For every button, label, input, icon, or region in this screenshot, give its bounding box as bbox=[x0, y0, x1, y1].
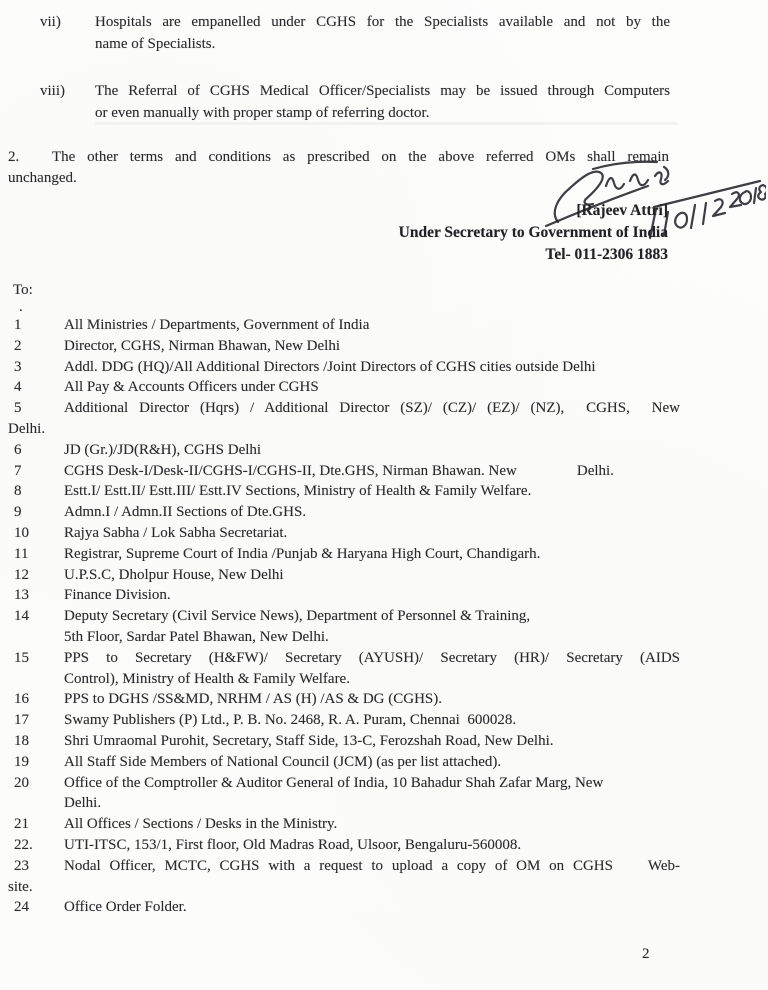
to-list-item bbox=[0, 814, 768, 835]
to-list-item-line: Addl. DDG (HQ)/All Additional Directors /Joint Directors of CGHS cities outside Delhi bbox=[64, 358, 596, 375]
to-list-item-number: 24 bbox=[14, 899, 29, 916]
to-list-item-number: 12 bbox=[14, 566, 29, 583]
to-list-item bbox=[0, 398, 768, 440]
to-list-item-line: Finance Division. bbox=[64, 587, 171, 604]
to-list-item-line: Swamy Publishers (P) Ltd., P. B. No. 2468, R. A. Puram, Chennai 600028. bbox=[64, 712, 517, 729]
to-list-item-number: 2 bbox=[14, 337, 22, 354]
to-list-item-line: CGHS Desk-I/Desk-II/CGHS-I/CGHS-II, Dte.GHS, Nirman Bhawan. New Delhi. bbox=[64, 462, 614, 479]
to-list-item-number: 23 bbox=[14, 857, 29, 874]
page-number: 2 bbox=[642, 946, 650, 962]
to-list-item bbox=[0, 897, 768, 918]
paragraph-2-line: unchanged. bbox=[8, 170, 77, 186]
to-list-item bbox=[0, 585, 768, 606]
to-list-item-line: Additional Director (Hqrs) / Additional Director (SZ)/ (CZ)/ (EZ)/ (NZ), CGHS, New bbox=[64, 400, 680, 417]
to-list-item bbox=[0, 502, 768, 523]
to-list-item-number: 1 bbox=[14, 317, 22, 333]
to-list-item-number: 20 bbox=[14, 774, 29, 791]
to-list-item-line: PPS to Secretary (H&FW)/ Secretary (AYUSH)/ Secretary (HR)/ Secretary (AIDS bbox=[64, 649, 680, 666]
to-list-item-line: All Pay & Accounts Officers under CGHS bbox=[64, 379, 319, 396]
clause-viii-line: or even manually with proper stamp of referring doctor. bbox=[95, 104, 430, 121]
signature-block bbox=[399, 200, 668, 266]
to-list-item-number: 17 bbox=[14, 712, 29, 729]
to-list-item-line: Delhi. bbox=[8, 420, 46, 437]
to-list-item-number: 13 bbox=[14, 587, 29, 604]
to-list-item-number: 9 bbox=[14, 504, 22, 521]
to-list-item-line: Director, CGHS, Nirman Bhawan, New Delhi bbox=[64, 337, 341, 354]
to-list-item-line: Control), Ministry of Health & Family Welfare. bbox=[64, 670, 350, 687]
to-list-item-line: Deputy Secretary (Civil Service News), Department of Personnel & Training, bbox=[64, 608, 531, 625]
to-list-item bbox=[0, 752, 768, 773]
clause-vii-line: Hospitals are empanelled under CGHS for the Specialists available and not by the bbox=[95, 14, 670, 30]
clause-vii-label: vii) bbox=[40, 14, 61, 30]
to-list-item-number: 19 bbox=[14, 753, 29, 770]
to-list bbox=[0, 315, 768, 918]
to-list-item-number: 22. bbox=[14, 836, 33, 853]
paragraph-2 bbox=[8, 147, 669, 189]
clause-viii-line: The Referral of CGHS Medical Officer/Specialists may be issued through Computers bbox=[95, 83, 670, 99]
signatory-name: [Rajeev Attri] bbox=[576, 202, 668, 219]
to-list-item-line: Shri Umraomal Purohit, Secretary, Staff Side, 13-C, Ferozshah Road, New Delhi. bbox=[64, 732, 554, 749]
clause-viii bbox=[0, 81, 768, 124]
to-list-item bbox=[0, 315, 768, 336]
to-list-item bbox=[0, 648, 768, 690]
to-list-item-number: 5 bbox=[14, 400, 22, 417]
to-list-item bbox=[0, 377, 768, 398]
to-list-item-number: 10 bbox=[14, 524, 29, 541]
to-label: To: bbox=[13, 282, 33, 298]
to-list-item-line: Office of the Comptroller & Auditor General of India, 10 Bahadur Shah Zafar Marg, New bbox=[64, 774, 604, 791]
to-list-item-line: Registrar, Supreme Court of India /Punjab & Haryana High Court, Chandigarh. bbox=[64, 545, 541, 562]
to-list-item bbox=[0, 710, 768, 731]
to-list-item-number: 4 bbox=[14, 379, 22, 396]
to-list-item-line: All Ministries / Departments, Government of India bbox=[64, 317, 370, 333]
to-list-item-line: Admn.I / Admn.II Sections of Dte.GHS. bbox=[64, 504, 307, 521]
to-list-item bbox=[0, 336, 768, 357]
to-list-item-number: 15 bbox=[14, 649, 29, 666]
to-list-item bbox=[0, 835, 768, 856]
to-list-item-number: 3 bbox=[14, 358, 22, 375]
to-list-item-line: All Offices / Sections / Desks in the Ministry. bbox=[64, 816, 338, 833]
to-list-item bbox=[0, 481, 768, 502]
to-list-item bbox=[0, 523, 768, 544]
paragraph-2-line bbox=[8, 147, 669, 168]
paragraph-2-text: The other terms and conditions as prescribed on the above referred OMs shall remain bbox=[52, 149, 669, 165]
to-list-item-line: JD (Gr.)/JD(R&H), CGHS Delhi bbox=[64, 441, 262, 458]
to-list-item-number: 21 bbox=[14, 816, 29, 833]
to-list-item-number: 6 bbox=[14, 441, 22, 458]
to-list-item bbox=[0, 731, 768, 752]
to-list-item-line: site. bbox=[8, 878, 33, 895]
to-list-item-line: 5th Floor, Sardar Patel Bhawan, New Delhi. bbox=[64, 628, 329, 645]
to-list-item-line: All Staff Side Members of National Council (JCM) (as per list attached). bbox=[64, 753, 502, 770]
clause-vii-line: name of Specialists. bbox=[95, 35, 216, 52]
to-list-item bbox=[0, 565, 768, 586]
to-list-item bbox=[0, 357, 768, 378]
to-list-item bbox=[0, 544, 768, 565]
to-list-item-line: PPS to DGHS /SS&MD, NRHM / AS (H) /AS & DG (CGHS). bbox=[64, 691, 442, 708]
to-list-item-number: 8 bbox=[14, 483, 22, 500]
to-list-item-line: U.P.S.C, Dholpur House, New Delhi bbox=[64, 566, 284, 583]
to-list-item bbox=[0, 461, 768, 482]
to-list-item bbox=[0, 689, 768, 710]
to-list-item bbox=[0, 606, 768, 648]
to-list-item bbox=[0, 773, 768, 815]
to-list-item-number: 7 bbox=[14, 462, 22, 479]
signatory-telephone: Tel- 011-2306 1883 bbox=[545, 246, 668, 263]
clause-viii-label: viii) bbox=[40, 83, 65, 99]
paragraph-2-number: 2. bbox=[8, 149, 20, 165]
clause-vii bbox=[0, 12, 768, 55]
signatory-title: Under Secretary to Government of India bbox=[398, 224, 668, 241]
to-list-item-line: Estt.I/ Estt.II/ Estt.III/ Estt.IV Sections, Ministry of Health & Family Welfare. bbox=[64, 483, 532, 500]
to-list-item-line: UTI-ITSC, 153/1, First floor, Old Madras Road, Ulsoor, Bengaluru-560008. bbox=[64, 836, 522, 853]
to-list-item-number: 18 bbox=[14, 732, 29, 749]
to-list-item-number: 16 bbox=[14, 691, 29, 708]
to-list-item-line: Rajya Sabha / Lok Sabha Secretariat. bbox=[64, 524, 288, 541]
to-list-item bbox=[0, 856, 768, 898]
to-list-item-line: Delhi. bbox=[64, 795, 102, 812]
to-list-item-line: Office Order Folder. bbox=[64, 899, 187, 916]
to-list-item-number: 11 bbox=[14, 545, 29, 562]
to-list-item-number: 14 bbox=[14, 608, 29, 625]
to-list-item bbox=[0, 440, 768, 461]
stray-punctuation-mark: . bbox=[19, 299, 23, 315]
to-list-item-line: Nodal Officer, MCTC, CGHS with a request to upload a copy of OM on CGHS Web- bbox=[64, 857, 680, 874]
